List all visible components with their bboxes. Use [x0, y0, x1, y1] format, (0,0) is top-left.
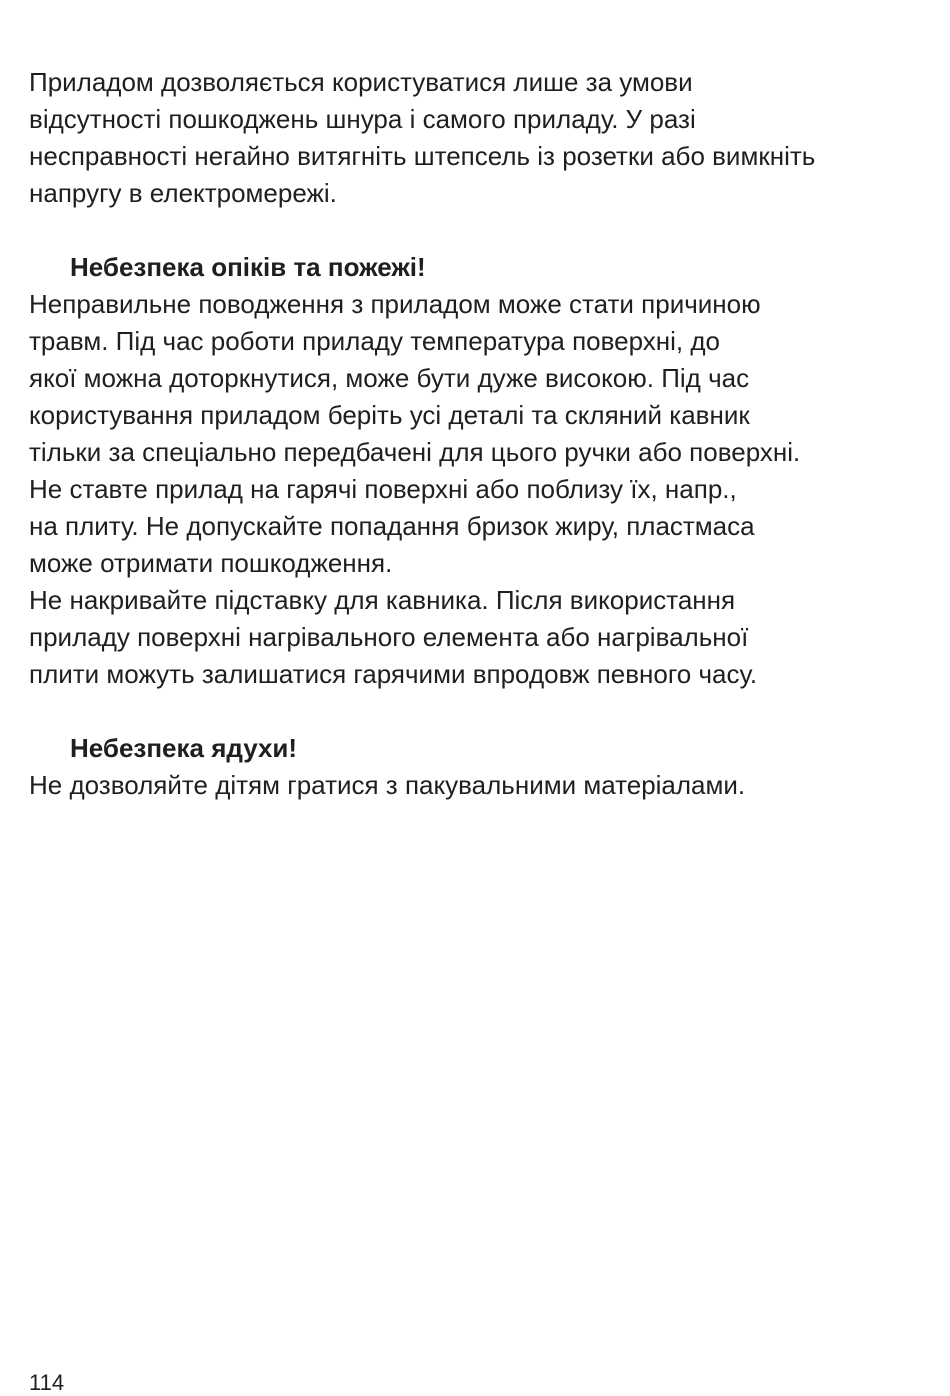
paragraph-line: може отримати пошкодження.	[29, 548, 393, 578]
paragraph-line: травм. Під час роботи приладу температура поверхні, до	[29, 326, 720, 356]
page-number: 114	[29, 1370, 65, 1395]
paragraph-line: відсутності пошкоджень шнура і самого приладу. У разі	[29, 104, 696, 134]
section-burn-fire-hazard	[29, 249, 929, 693]
paragraph-line: приладу поверхні нагрівального елемента або нагрівальної	[29, 622, 749, 652]
paragraph-line: тільки за спеціально передбачені для цього ручки або поверхні.	[29, 437, 801, 467]
section-heading: Небезпека опіків та пожежі!	[70, 252, 426, 282]
paragraph-line: якої можна доторкнутися, може бути дуже високою. Під час	[29, 363, 750, 393]
paragraph-line: Приладом дозволяється користуватися лише за умови	[29, 67, 693, 97]
paragraph-line: Не накривайте підставку для кавника. Після використання	[29, 585, 736, 615]
section-spacer	[29, 212, 929, 249]
section-cord-damage	[29, 64, 929, 212]
text-column	[29, 64, 929, 804]
paragraph-line: Не дозволяйте дітям гратися з пакувальними матеріалами.	[29, 770, 746, 800]
paragraph-line: користування приладом беріть усі деталі та скляний кавник	[29, 400, 750, 430]
paragraph-line: Не ставте прилад на гарячі поверхні або поблизу їх, напр.,	[29, 474, 737, 504]
paragraph-line: несправності негайно витягніть штепсель із розетки або вимкніть	[29, 141, 816, 171]
section-suffocation-hazard	[29, 730, 929, 804]
paragraph-line: на плиту. Не допускайте попадання бризок жиру, пластмаса	[29, 511, 755, 541]
paragraph-line: Неправильне поводження з приладом може стати причиною	[29, 289, 761, 319]
paragraph-line: напругу в електромережі.	[29, 178, 337, 208]
paragraph-line: плити можуть залишатися гарячими впродовж певного часу.	[29, 659, 758, 689]
section-heading: Небезпека ядухи!	[70, 733, 298, 763]
section-spacer	[29, 693, 929, 730]
